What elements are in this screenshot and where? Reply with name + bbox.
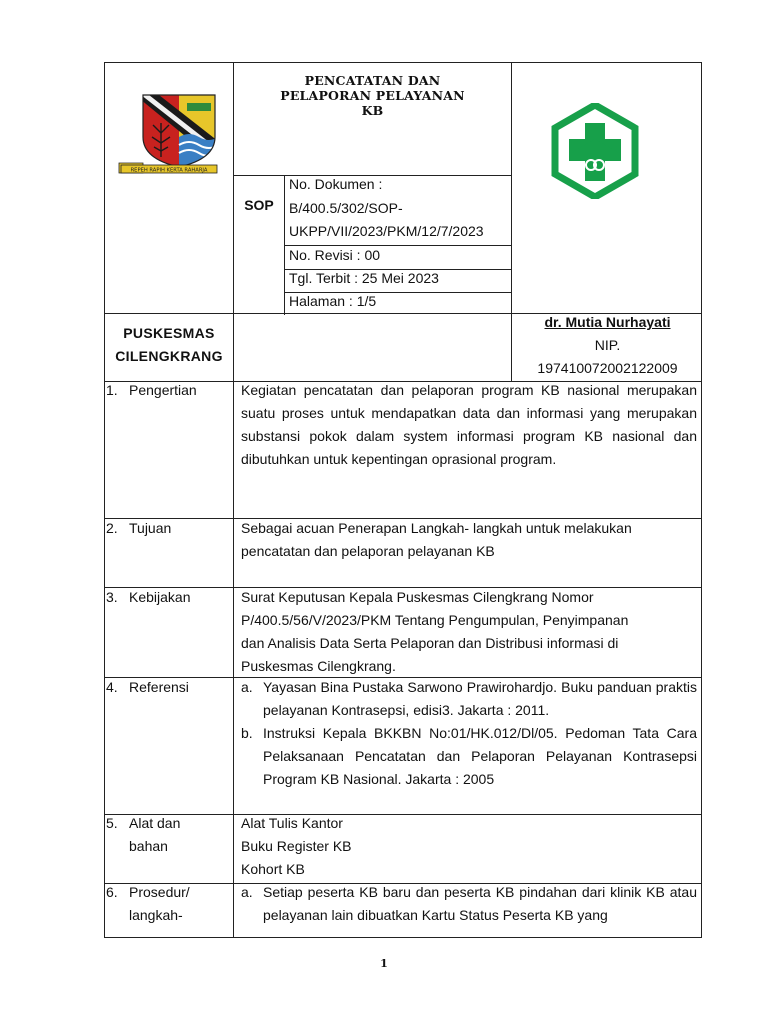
section-content-alat-bahan: Alat Tulis Kantor Buku Register KB Kohort KB (241, 815, 352, 877)
section-content-referensi (241, 676, 697, 791)
reference-item: b. Instruksi Kepala BKKBN No:01/HK.012/Dl/05. Pedoman Tata Cara Pelaksanaan Pencatatan dan Pelaporan Pelayanan Kontrasepsi Program KB Nasional. Jakarta : 2005 (241, 725, 697, 787)
page-info: Halaman : 1/5 (289, 293, 377, 309)
issue-date: Tgl. Terbit : 25 Mei 2023 (289, 270, 439, 286)
procedure-item: a. Setiap peserta KB baru dan peserta KB pindahan dari klinik KB atau pelayanan lain dibuatkan Kartu Status Peserta KB yang (241, 884, 697, 923)
sop-label: SOP (244, 197, 274, 213)
puskesmas-logo-icon (547, 103, 643, 199)
document-title: PENCATATAN DAN PELAPORAN PELAYANAN KB (280, 73, 465, 118)
doc-number-value-1: B/400.5/302/SOP- (289, 200, 403, 216)
nip-label: NIP. (594, 337, 621, 353)
signatory-block (512, 311, 703, 380)
section-content-pengertian: Kegiatan pencatatan dan pelaporan program KB nasional merupakan suatu proses untuk mendapatkan data dan informasi yang merupakan substansi pokok dalam system informasi program KB nasional dan dibutuhkan untuk kepentingan oprasional program. (241, 382, 697, 467)
doc-number-value-2: UKPP/VII/2023/PKM/12/7/2023 (289, 223, 484, 239)
section-content-tujuan: Sebagai acuan Penerapan Langkah- langkah untuk melakukan pencatatan dan pelaporan pelayanan KB (241, 520, 632, 559)
section-content-kebijakan: Surat Keputusan Kepala Puskesmas Cilengkrang Nomor P/400.5/56/V/2023/PKM Tentang Pengumpulan, Penyimpanan dan Analisis Data Serta Pelaporan dan Distribusi informasi di Puskesmas Cilengkrang. (241, 589, 629, 674)
sop-header (104, 62, 702, 314)
nip-number: 197410072002122009 (537, 360, 678, 376)
signatory-name: dr. Mutia Nurhayati (544, 314, 671, 330)
regional-crest-emblem-icon (115, 93, 223, 177)
page-number: 1 (380, 957, 388, 970)
doc-number-label: No. Dokumen : (289, 176, 383, 192)
institution-row (104, 313, 702, 382)
sop-content-table: 1. Pengertian Kegiatan pencatatan dan pelaporan program KB nasional merupakan suatu proses untuk mendapatkan data dan informasi yang merupakan substansi pokok dalam system informasi program KB nasional dan dibutuhkan untuk kepentingan oprasional program. 2. Tujuan Sebagai acuan Penerapan Langkah- langkah untuk melakukan pencatatan dan pelaporan pelayanan KB 3. Kebijakan Surat Keputusan Kepala Puskesmas Cilengkrang Nomor P/400.5/56/V/2023/PKM Tentang Pengumpulan, Penyimpanan dan Analisis Data Serta Pelaporan dan Distribusi informasi di Puskesmas Cilengkrang. 4. Referensi a. Yayasan Bina Pustaka Sarwono Prawirohardjo. Buku panduan praktis pelayanan Kontrasepsi, edisi3. Jakarta : 2011. b. Instruksi Kepala BKKBN No:01/HK.012/Dl/05. Pedoman Tata Cara Pelaksanaan Pencatatan dan Pelaporan Pelayanan Kontrasepsi Program KB Nasional. Jakarta : 2005 5. Alat dan bahan Alat Tulis Kantor Buku Register KB Kohort KB 6. Prosedur/ langkah- a. Setiap peserta KB baru dan peserta KB pindahan dari klinik KB atau pelayanan lain dibuatkan Kartu Status Peserta KB yang (104, 381, 702, 938)
reference-item: a. Yayasan Bina Pustaka Sarwono Prawirohardjo. Buku panduan praktis pelayanan Kontrasepsi, edisi3. Jakarta : 2011. (241, 679, 697, 718)
institution-name: PUSKESMAS CILENGKRANG (115, 325, 223, 364)
crest-motto: REPEH RAPIH KERTA RAHARJA (130, 167, 208, 174)
section-content-prosedur (241, 881, 697, 927)
revision-number: No. Revisi : 00 (289, 247, 381, 263)
